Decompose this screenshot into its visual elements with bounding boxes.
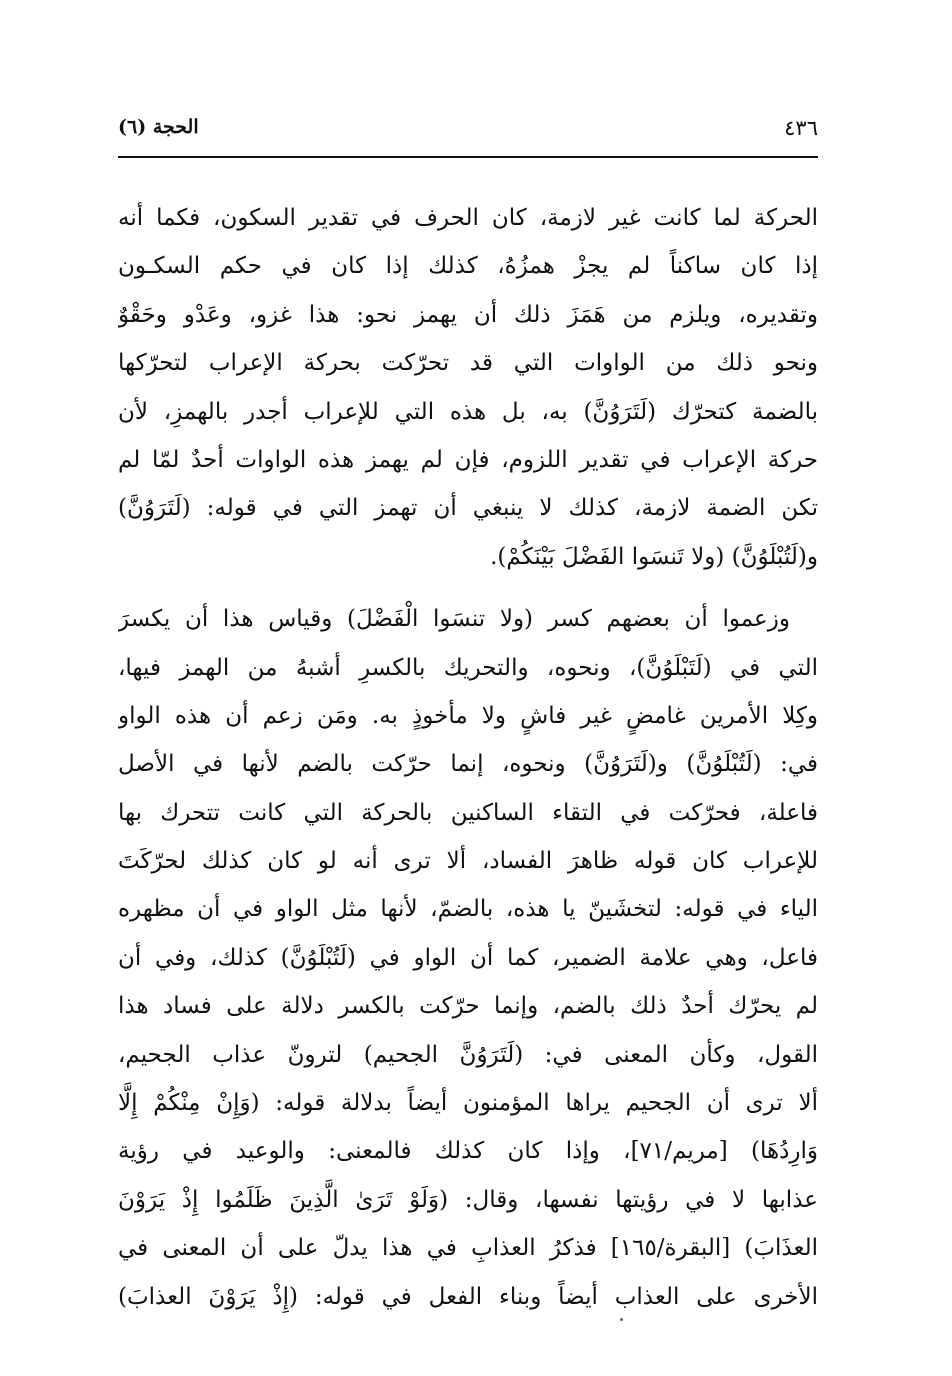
text-line: حركة الإعراب في تقدير اللزوم، فإن لم يهمز هذه الواوات أحدٌ لمّا لم xyxy=(118,446,818,473)
page-number: ٤٣٦ xyxy=(784,116,818,140)
text-line: الياء في قوله: لتخشَينّ يا هذه، بالضمّ، لأنها مثل الواو في أن مظهره xyxy=(118,896,818,923)
text-line: وكِلا الأمرين غامضٍ غير فاشٍ ولا مأخوذٍ به. ومَن زعم أن هذه الواو xyxy=(118,702,818,729)
page-body xyxy=(118,194,818,1321)
text-line: القول، وكأن المعنى في: (لَتَرَوُنَّ الجحيم) لترونّ عذاب الجحيم، xyxy=(118,1041,818,1068)
text-line: فاعلة، فحرّكت في التقاء الساكنين بالحركة التي كانت تتحرك بها xyxy=(118,799,818,826)
paragraph-2 xyxy=(118,595,818,1321)
text-line: لم يحرّك أحدٌ ذلك بالضم، وإنما حرّكت بالكسر دلالة على فساد هذا xyxy=(118,993,818,1020)
text-line: الأخرى على العذاب أيضاً وبناء الفعل في قوله: (إِذْ يَرَوْنَ العذابَ) xyxy=(118,1283,818,1310)
text-line: العذَابَ) [البقرة/١٦٥] فذكرُ العذابِ في هذا يدلّ على أن المعنى في xyxy=(118,1235,818,1262)
text-line: إذا كان ساكناً لم يجزْ همزُهُ، كذلك إذا كان في حكم السكـون xyxy=(118,253,818,280)
paragraph-1 xyxy=(118,194,818,581)
text-line: الحركة لما كانت غير لازمة، كان الحرف في تقدير السكون، فكما أنه xyxy=(118,205,818,231)
text-line: التي في (لَتَبْلَوُنَّ)، ونحوه، والتحريك بالكسرِ أشبهُ من الهمز فيها، xyxy=(118,654,818,681)
header-rule xyxy=(118,156,818,158)
text-line: وزعموا أن بعضهم كسر (ولا تنسَوا الْفَضْلَ) وقياس هذا أن يكسرَ xyxy=(118,606,790,633)
text-line: ونحو ذلك من الواوات التي قد تحرّكت بحركة الإعراب لتحرّكها xyxy=(118,350,818,377)
page-header xyxy=(118,108,818,152)
book-page xyxy=(118,108,818,1310)
text-line: فاعل، وهي علامة الضمير، كما أن الواو في (لَتُبْلَوُنَّ) كذلك، وفي أن xyxy=(118,944,818,971)
text-line: في: (لَتُبْلَوُنَّ) و(لَتَرَوُنَّ) ونحوه، إنما حرّكت بالضم لأنها في الأصل xyxy=(118,751,818,778)
text-line: وَارِدُهَا) [مريم/٧١]، وإذا كان كذلك فالمعنى: والوعيد في رؤية xyxy=(118,1138,818,1165)
text-line: تكن الضمة لازمة، كذلك لا ينبغي أن تهمز التي في قوله: (لَتَرَوُنَّ) xyxy=(118,495,818,522)
text-line: عذابها لا في رؤيتها نفسها، وقال: (وَلَوْ تَرَىٰ الَّذِينَ ظَلَمُوا إِذْ يَرَوْنَ xyxy=(118,1186,818,1213)
text-line: و(لَتُبْلَوُنَّ) (ولا تَنسَوا الفَضْلَ بَيْنَكُمْ). xyxy=(490,543,818,570)
running-title: الحجة (٦) xyxy=(118,116,199,138)
text-line: وتقديره، ويلزم من هَمَزَ ذلك أن يهمز نحو: هذا غزو، وعَدْو وحَقْوٌ xyxy=(118,301,818,328)
text-line: للإعراب كان قوله ظاهرَ الفساد، ألا ترى أنه لو كان كذلك لحرّكَتَ xyxy=(118,848,818,875)
text-line: ألا ترى أن الجحيم يراها المؤمنون أيضاً بدلالة قوله: (وَإِنْ مِنْكُمْ إِلَّا xyxy=(118,1090,818,1117)
paragraph-gap xyxy=(118,581,818,595)
text-line: بالضمة كتحرّك (لَتَرَوُنَّ) به، بل هذه التي للإعراب أجدر بالهمزِ، لأن xyxy=(118,398,818,425)
scan-speck xyxy=(620,1318,623,1321)
